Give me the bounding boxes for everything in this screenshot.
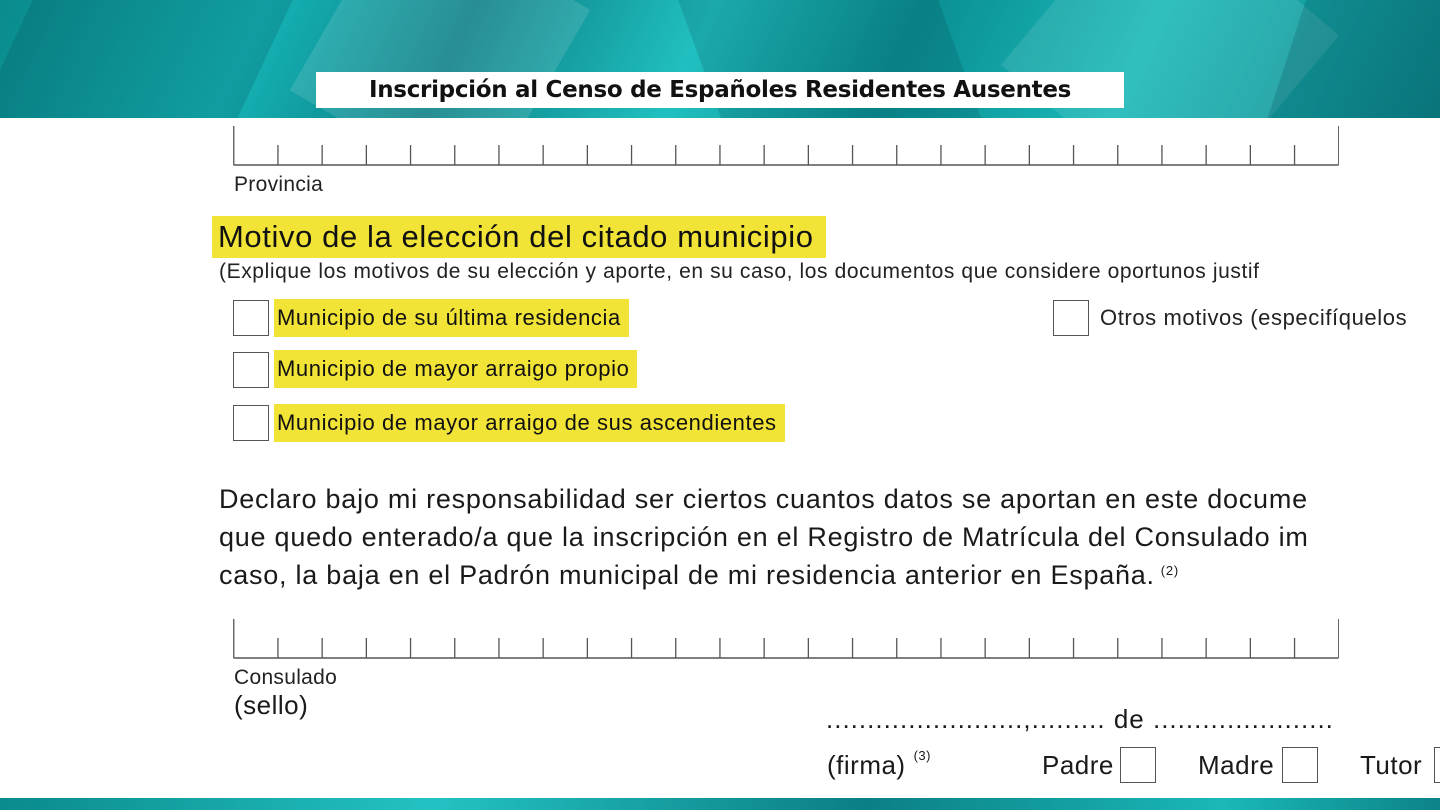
footnote-marker: (2) xyxy=(1160,563,1179,578)
checkbox-arraigo-propio[interactable] xyxy=(233,352,269,388)
provincia-field[interactable] xyxy=(233,126,1339,166)
role-tutor-label: Tutor xyxy=(1360,750,1423,780)
declaration-line-text: caso, la baja en el Padrón municipal de mi residencia anterior en España. xyxy=(219,560,1155,590)
declaration-line xyxy=(219,556,1440,594)
option-arraigo-propio-label: Municipio de mayor arraigo propio xyxy=(274,350,637,388)
consulado-tick-boxes xyxy=(233,619,1339,659)
checkbox-arraigo-ascendientes[interactable] xyxy=(233,405,269,441)
declaration-text xyxy=(219,480,1440,594)
declaration-line: Declaro bajo mi responsabilidad ser ciertos cuantos datos se aportan en este docume xyxy=(219,484,1308,514)
role-madre-label: Madre xyxy=(1198,750,1275,780)
motivo-title-text: Motivo de la elección del citado municipio xyxy=(218,219,814,254)
role-padre-label: Padre xyxy=(1042,750,1114,780)
checkbox-ultima-residencia[interactable] xyxy=(233,300,269,336)
sello-label: (sello) xyxy=(234,690,309,720)
option-ultima-residencia-label: Municipio de su última residencia xyxy=(274,299,629,337)
option-arraigo-ascendientes-label: Municipio de mayor arraigo de sus ascendientes xyxy=(274,404,785,442)
provincia-label: Provincia xyxy=(234,173,324,196)
firma-text: (firma) xyxy=(827,750,906,780)
page-title: Inscripción al Censo de Españoles Residentes Ausentes xyxy=(368,77,1072,103)
banner-decoration xyxy=(0,0,307,118)
motivo-section-title xyxy=(212,216,826,258)
checkbox-tutor[interactable] xyxy=(1434,747,1440,783)
checkbox-madre[interactable] xyxy=(1282,747,1318,783)
firma-footnote: (3) xyxy=(913,748,931,763)
checkbox-padre[interactable] xyxy=(1120,747,1156,783)
checkbox-otros-motivos[interactable] xyxy=(1053,300,1089,336)
title-box xyxy=(316,72,1124,108)
place-date-line[interactable]: ........................,......... de ...................... xyxy=(826,704,1334,734)
consulado-field[interactable] xyxy=(233,619,1339,659)
declaration-line: que quedo enterado/a que la inscripción en el Registro de Matrícula del Consulado im xyxy=(219,522,1309,552)
firma-label xyxy=(827,750,931,781)
provincia-tick-boxes xyxy=(233,126,1339,166)
motivo-subtitle: (Explique los motivos de su elección y aporte, en su caso, los documentos que considere oportunos justif xyxy=(219,260,1260,283)
consulado-label: Consulado xyxy=(234,666,338,689)
footer-strip xyxy=(0,798,1440,810)
option-otros-motivos-label: Otros motivos (especifíquelos xyxy=(1100,305,1408,330)
